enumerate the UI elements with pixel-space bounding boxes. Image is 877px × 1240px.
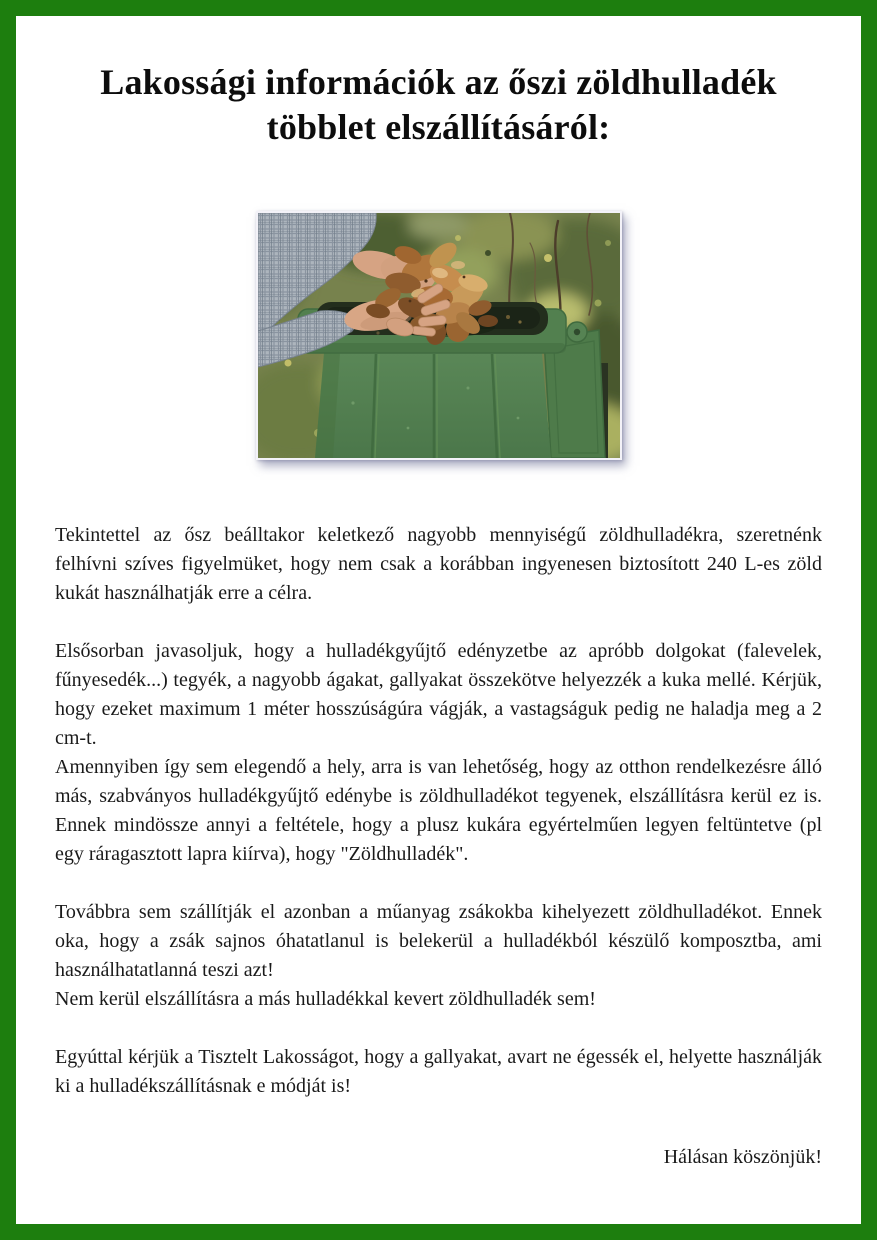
- body-text: [55, 521, 822, 1172]
- photo-illustration: [258, 213, 620, 458]
- leaves-into-green-bin-photo: [256, 211, 622, 460]
- paragraph-1: Tekintettel az ősz beálltakor keletkező nagyobb mennyiségű zöldhulladékra, szeretnénk felhívni szíves figyelmüket, hogy nem csak a korábban ingyenesen biztosított 240 L-es zöld kukát használhatják erre a célra.: [55, 523, 822, 604]
- paragraph-4: Továbbra sem szállítják el azonban a műanyag zsákokba kihelyezett zöldhulladékot. Ennek oka, hogy a zsák sajnos óhatatlanul is belekerül a hulladékból készülő komposztba, ami használhatatlanná teszi azt!: [55, 900, 822, 981]
- paragraph-5: Nem kerül elszállításra a más hulladékkal kevert zöldhulladék sem!: [55, 987, 596, 1010]
- closing-line: Hálásan köszönjük!: [663, 1145, 822, 1168]
- paragraph-6: Egyúttal kérjük a Tisztelt Lakosságot, hogy a gallyakat, avart ne égessék el, helyette használják ki a hulladékszállításnak e módját is!: [55, 1045, 822, 1097]
- paragraph-2: Elsősorban javasoljuk, hogy a hulladékgyűjtő edényzetbe az apróbb dolgokat (falevelek, fűnyesedék...) tegyék, a nagyobb ágakat, gallyakat összekötve helyezzék a kuka mellé. Kérjük, hogy ezeket maximum 1 méter hosszúságúra vágják, a vastagságuk pedig ne haladja meg a 2 cm-t.: [55, 639, 822, 749]
- paragraph-3: Amennyiben így sem elegendő a hely, arra is van lehetőség, hogy az otthon rendelkezésre álló más, szabványos hulladékgyűjtő edénybe is zöldhulladékot tegyenek, elszállításra kerül ez is. Ennek mindössze annyi a feltétele, hogy a plusz kukára egyértelműen legyen feltüntetve (pl egy ráragasztott lapra kiírva), hogy "Zöldhulladék".: [55, 755, 822, 865]
- flyer-content: [16, 16, 861, 1224]
- page-title: Lakossági információk az őszi zöldhulladék többlet elszállításáról:: [100, 62, 777, 148]
- bin-body: [315, 353, 551, 458]
